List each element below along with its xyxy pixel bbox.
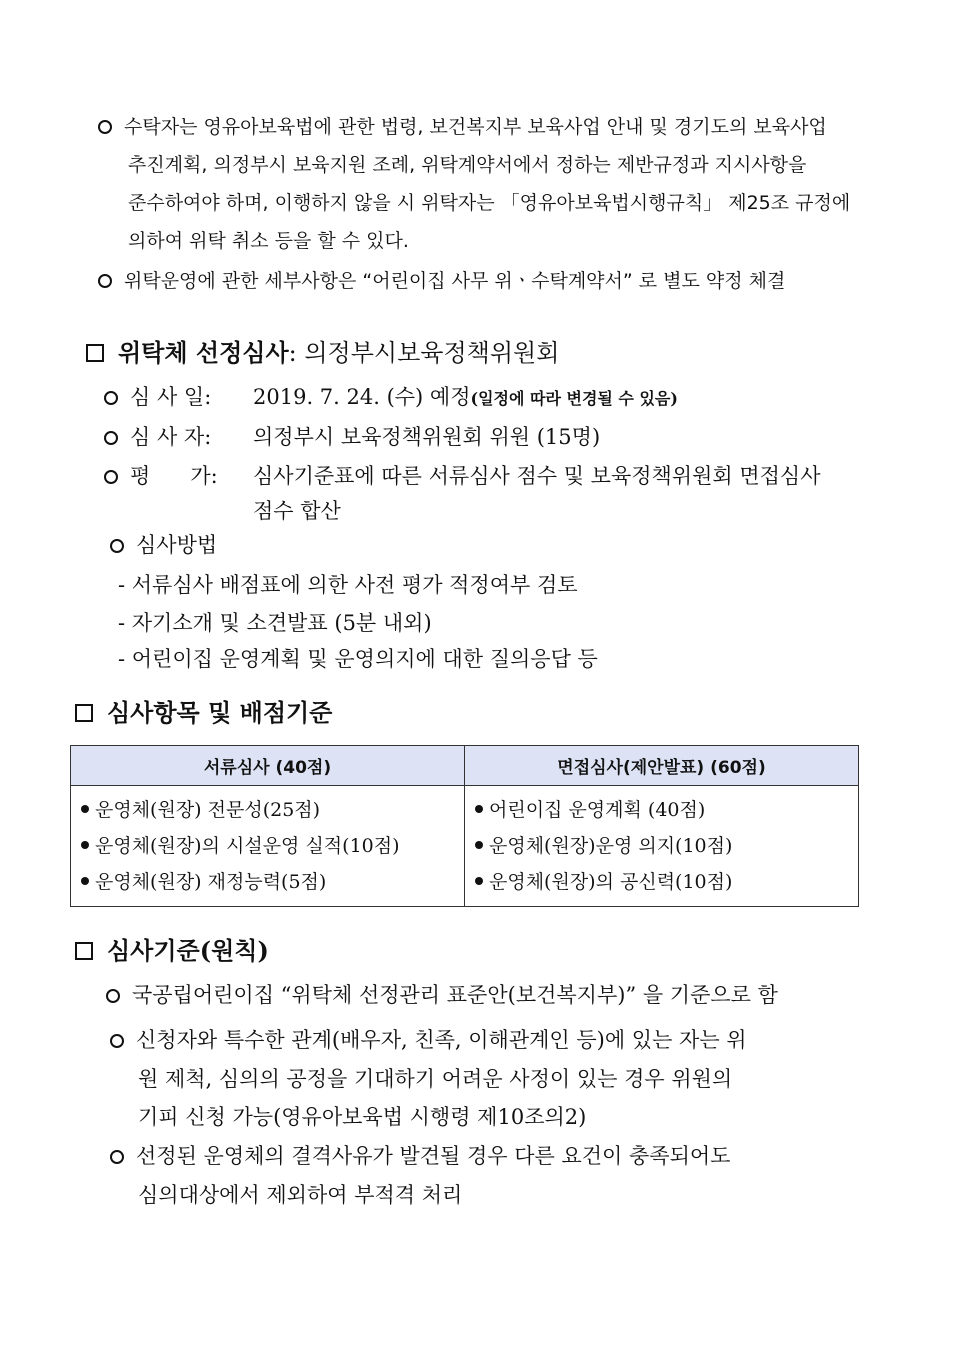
circle-bullet-icon <box>98 120 112 134</box>
square-bullet-icon <box>75 942 93 960</box>
paragraph-line: 준수하여야 하며, 이행하지 않을 시 위탁자는 「영유아보육법시행규칙」 제25조 규정에 <box>128 192 851 214</box>
method-item: - 어린이집 운영계획 및 운영의지에 대한 질의응답 등 <box>118 647 598 671</box>
paragraph-line: 추진계획, 의정부시 보육지원 조례, 위탁계약서에서 정하는 제반규정과 지시사항을 <box>128 154 807 176</box>
list-item: 운영체(원장)의 시설운영 실적(10점) <box>81 828 456 864</box>
method-item: - 서류심사 배점표에 의한 사전 평가 적정여부 검토 <box>118 573 578 597</box>
evaluation-row: 평 가: <box>104 462 218 490</box>
section-heading: 심사기준(원칙) <box>75 935 269 967</box>
bullet-dot-icon <box>475 841 483 849</box>
square-bullet-icon <box>75 704 93 722</box>
reviewer-row: 심 사 자: <box>104 423 211 451</box>
method-item: - 자기소개 및 소견발표 (5분 내외) <box>118 611 432 635</box>
square-bullet-icon <box>86 344 104 362</box>
list-item: 운영체(원장) 재정능력(5점) <box>81 864 456 900</box>
review-date-value: 2019. 7. 24. (수) 예정(일정에 따라 변경될 수 있음) <box>253 385 678 409</box>
principle-item: 신청자와 특수한 관계(배우자, 친족, 이해관계인 등)에 있는 자는 위 <box>110 1026 747 1054</box>
review-date-row: 심 사 일: <box>104 383 211 411</box>
bullet-dot-icon <box>475 877 483 885</box>
paragraph-line: 위탁운영에 관한 세부사항은 “어린이집 사무 위ㆍ수탁계약서” 로 별도 약정 체결 <box>98 267 785 295</box>
bullet-dot-icon <box>81 805 89 813</box>
principle-item-line: 기피 신청 가능(영유아보육법 시행령 제10조의2) <box>138 1105 587 1129</box>
circle-bullet-icon <box>106 989 120 1003</box>
principle-item: 선정된 운영체의 결격사유가 발견될 경우 다른 요건이 충족되어도 <box>110 1142 730 1170</box>
score-table <box>70 745 859 907</box>
principle-item-line: 원 제척, 심의의 공정을 기대하기 어려운 사정이 있는 경우 위원의 <box>138 1067 733 1091</box>
paragraph-line: 의하여 위탁 취소 등을 할 수 있다. <box>128 230 409 252</box>
circle-bullet-icon <box>110 539 124 553</box>
list-item: 어린이집 운영계획 (40점) <box>475 792 850 828</box>
evaluation-value: 점수 합산 <box>253 499 341 523</box>
interview-review-cell <box>465 786 859 907</box>
circle-bullet-icon <box>104 431 118 445</box>
evaluation-value: 심사기준표에 따른 서류심사 점수 및 보육정책위원회 면접심사 <box>253 464 821 488</box>
circle-bullet-icon <box>110 1150 124 1164</box>
circle-bullet-icon <box>104 391 118 405</box>
circle-bullet-icon <box>98 274 112 288</box>
column-header-document-review: 서류심사 (40점) <box>71 746 465 786</box>
bullet-dot-icon <box>81 841 89 849</box>
section-heading: 위탁체 선정심사: 의정부시보육정책위원회 <box>86 337 559 369</box>
circle-bullet-icon <box>104 470 118 484</box>
column-header-interview-review: 면접심사(제안발표) (60점) <box>465 746 859 786</box>
paragraph-line: 수탁자는 영유아보육법에 관한 법령, 보건복지부 보육사업 안내 및 경기도의 보육사업 <box>98 113 827 141</box>
reviewer-value: 의정부시 보육정책위원회 위원 (15명) <box>253 425 601 449</box>
list-item: 운영체(원장)의 공신력(10점) <box>475 864 850 900</box>
list-item: 운영체(원장)운영 의지(10점) <box>475 828 850 864</box>
document-review-cell <box>71 786 465 907</box>
circle-bullet-icon <box>110 1034 124 1048</box>
method-row: 심사방법 <box>110 531 217 559</box>
principle-item-line: 심의대상에서 제외하여 부적격 처리 <box>138 1183 463 1207</box>
principle-item: 국공립어린이집 “위탁체 선정관리 표준안(보건복지부)” 을 기준으로 함 <box>106 981 778 1009</box>
list-item: 운영체(원장) 전문성(25점) <box>81 792 456 828</box>
bullet-dot-icon <box>81 877 89 885</box>
bullet-dot-icon <box>475 805 483 813</box>
section-heading: 심사항목 및 배점기준 <box>75 697 332 729</box>
